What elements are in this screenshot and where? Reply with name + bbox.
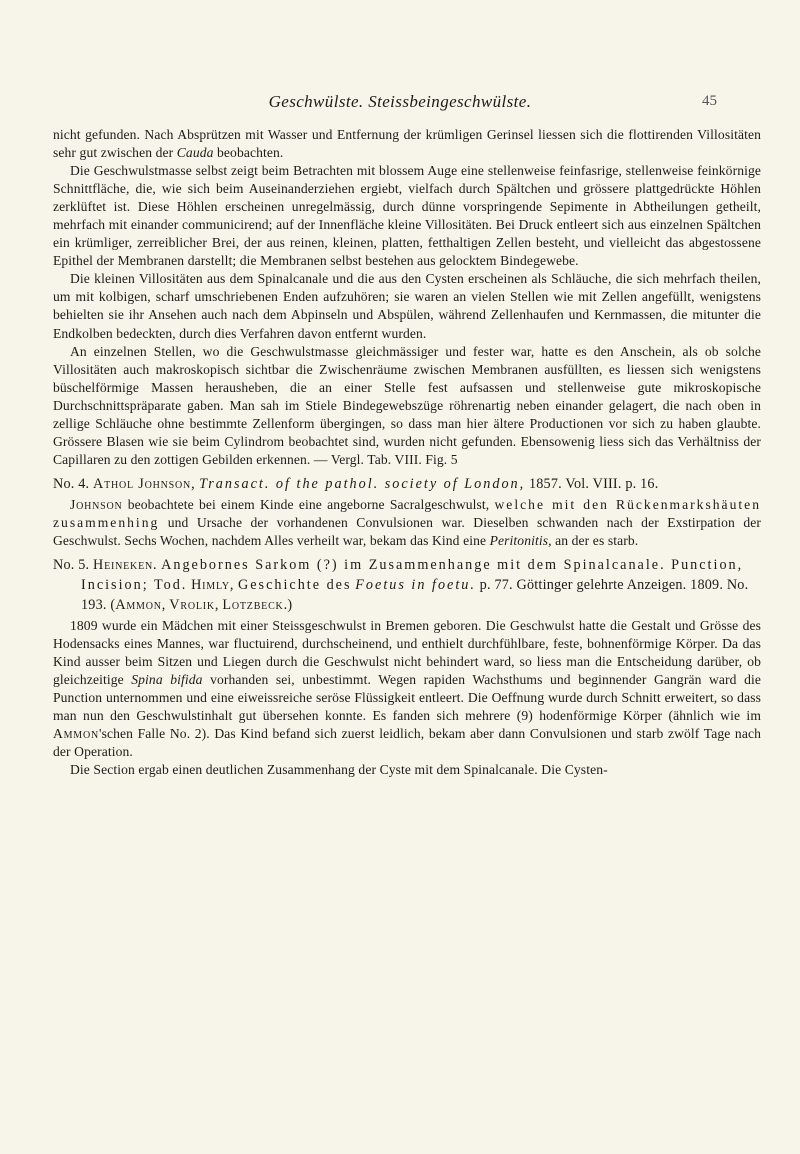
text-run: 1809 wurde ein Mädchen mit einer Steissgeschwulst in Bremen geboren. Die Geschwulst hatte die Gestalt und Grösse des Hodensacks eines Mannes, war fluctuirend, durchscheinend, und enthielt durchfühlbare, feste, bohnenförmige Körper. Da das Kind ausser beim Sitzen und Liegen durch die Geschwulst nicht behindert ward, so liess man die Entscheidung darüber, ob gleichzeitige: [53, 618, 761, 688]
page-body: [53, 126, 761, 779]
entry-text: [53, 496, 761, 550]
text-run: beobachtete bei einem Kinde eine angeborne Sacralgeschwulst,: [122, 496, 495, 512]
cited-title-italic: Foetus in foetu.: [355, 577, 476, 594]
paragraph: Die Geschwulstmasse selbst zeigt beim Betrachten mit blossem Auge eine stellenweise feinfasrige, stellenweise feinkörnige Schnittfläche, die, wie sich beim Auseinanderziehen ergiebt, vielfach durch Spältchen und grössere plattgedrückte Höhlen zerklüftet ist. Diese Höhlen erscheinen unregelmässig, durch dünne vorspringende Sepimente in Abtheilungen getheilt, mehrfach mit einander communicirend; auf der Innenfläche kleine Villositäten. Bei Druck entleert sich aus einzelnen Spältchen ein krümliger, zerreiblicher Brei, der aus reinen, kleinen, platten, fetthaltigen Zellen besteht, und vielleicht das abgestossene Epithel der Membranen darstellt; die Membranen selbst bestehen aus gelocktem Bindegewebe.: [53, 163, 761, 269]
cited-author: Vrolik: [169, 597, 215, 614]
paragraph: [53, 126, 761, 162]
entry-title: Transact. of the pathol. society of London,: [199, 475, 526, 492]
entry-heading: [53, 555, 761, 615]
entry-text: Die Section ergab einen deutlichen Zusammenhang der Cyste mit dem Spinalcanale. Die Cysten-: [70, 762, 608, 778]
italic-term: Cauda: [176, 145, 214, 161]
text-run: und Ursache der vorhandenen Convulsionen war. Dieselben schwanden nach der Exstirpation der Geschwulst. Sechs Wochen, nachdem Alles verheilt war, bekam das Kind eine: [53, 514, 761, 548]
entry-number: No. 5.: [53, 557, 90, 574]
entry-author: Heineken.: [93, 557, 158, 574]
entry-title: Angebornes Sarkom (?) im Zusammenhange mit dem Spinalcanale. Punction, Incision; Tod.: [81, 557, 744, 594]
cited-author: Lotzbeck: [222, 597, 284, 614]
page-number: 45: [702, 93, 717, 109]
cited-author: Ammon: [53, 726, 100, 742]
running-title: Geschwülste. Steissbeingeschwülste.: [268, 92, 532, 111]
text-run: beobachten.: [213, 145, 284, 161]
text-run: vorhanden sei, unbestimmt. Wegen rapiden Wachsthums und beginnender Gangrän ward die Punction unternommen und eine eiweissreiche seröse Flüssigkeit entleert. Die Oeffnung wurde durch Schnitt erweitert, so dass man nun den Geschwulstinhalt gut übersehen konnte. Es fanden sich mehrere (9) hodenförmige Körper (ähnlich wie im: [53, 672, 761, 724]
entry-heading: [53, 474, 761, 494]
paragraph: An einzelnen Stellen, wo die Geschwulstmasse gleichmässiger und fester war, hatte es den Anschein, als ob solche Villositäten auch makroskopisch sichtbar die Zwischenräume zwischen Membranen ausfüllten, es liessen sich wenigstens büschelförmige Massen herausheben, die an einer Stelle fest aufsassen und stellenweise gute mikroskopische Durchschnittspräparate gaben. Man sah im Stiele Bindegewebszüge röhrenartig neben einander gelagert, die nach oben in zellige Schläuche ohne bestimmte Zellenform übergingen, so dass man hier ältere Productionen vor sich zu haben glaubte. Grössere Blasen wie sie beim Cylindrom beobachtet sind, wurden nicht gefunden. Ebensowenig liess sich das Verhältniss der Capillaren zu den zottigen Gebilden erkennen. — Vergl. Tab. VIII. Fig. 5: [53, 343, 761, 467]
author-name: Johnson: [70, 496, 123, 512]
page-header: [0, 92, 800, 114]
text-run: , an der es starb.: [548, 532, 639, 548]
cited-author: Ammon: [115, 597, 162, 614]
entry-reference: 1857. Vol. VIII. p. 16.: [528, 475, 659, 492]
separator: ,: [161, 597, 170, 614]
cited-author: Himly,: [191, 577, 235, 594]
case-entry-4: [53, 474, 761, 550]
separator: .): [283, 597, 293, 614]
italic-term: Spina bifida: [131, 672, 203, 688]
cited-title: Geschichte des: [238, 577, 352, 594]
separator: ,: [214, 597, 223, 614]
italic-term: Peritonitis: [489, 532, 549, 548]
text-run: nicht gefunden. Nach Absprützen mit Wasser und Entfernung der krümligen Gerinsel liessen sich die flottirenden Villositäten sehr gut zwischen der: [53, 127, 761, 161]
entry-number: No. 4.: [53, 475, 90, 492]
entry-text: [53, 617, 761, 761]
entry-author: Athol Johnson,: [93, 475, 196, 492]
text-run: 'schen Falle No. 2). Das Kind befand sich zuerst leidlich, bekam aber dann Convulsionen und starb zwölf Tage nach der Operation.: [53, 726, 761, 760]
emphasized-text: welche mit den Rückenmarkshäuten zusammenhing: [53, 496, 761, 530]
entry-reference: p. 77. Göttinger gelehrte Anzeigen. 1809. No. 193. (: [81, 577, 749, 614]
paragraph: Die kleinen Villositäten aus dem Spinalcanale und die aus den Cysten erscheinen als Schläuche, die sich mehrfach theilen, um mit kolbigen, scharf umschriebenen Enden aufzuhören; sie waren an vielen Stellen wie mit Zellen angefüllt, wenigstens behielten sie ihr Ansehen auch nach dem Abpinseln und Abspülen, während Zellenhaufen und Kernmassen, die mitunter die Endkolben bedeckten, durch dies Verfahren davon entfernt wurden.: [53, 271, 761, 341]
case-entry-5: [53, 555, 761, 779]
